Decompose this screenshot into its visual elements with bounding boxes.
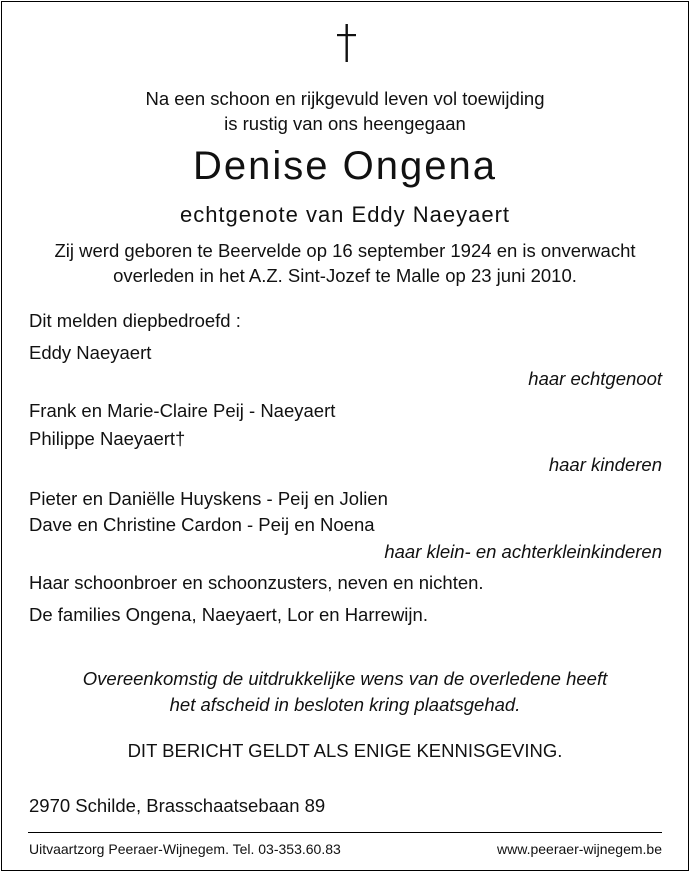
wish-line-2: het afscheid in besloten kring plaatsgehad. bbox=[169, 694, 521, 715]
wish-line-1: Overeenkomstig de uitdrukkelijke wens van de overledene heeft bbox=[82, 668, 608, 689]
website-link[interactable]: www.peeraer-wijnegem.be bbox=[497, 841, 662, 857]
family-line-1: Haar schoonbroer en schoonzusters, neven en nichten. bbox=[29, 572, 484, 593]
intro-line-2: is rustig van ons heengegaan bbox=[224, 113, 466, 134]
mourner-name: Dave en Christine Cardon - Peij en Noena bbox=[29, 514, 375, 535]
deceased-name: Denise Ongena bbox=[193, 144, 497, 188]
cross-icon bbox=[2, 20, 690, 64]
birth-line-2: overleden in het A.Z. Sint-Jozef te Malle op 23 juni 2010. bbox=[113, 265, 577, 286]
mourner-name: Frank en Marie-Claire Peij - Naeyaert bbox=[29, 400, 336, 421]
birth-line-1: Zij werd geboren te Beervelde op 16 september 1924 en is onverwacht bbox=[54, 240, 636, 261]
address-line: 2970 Schilde, Brasschaatsebaan 89 bbox=[29, 795, 326, 816]
funeral-home-line: Uitvaartzorg Peeraer-Wijnegem. Tel. 03-353.60.83 bbox=[29, 841, 341, 857]
notice-line: DIT BERICHT GELDT ALS ENIGE KENNISGEVING. bbox=[127, 740, 563, 761]
footer-divider bbox=[28, 832, 662, 833]
mourner-name: Pieter en Daniëlle Huyskens - Peij en Jolien bbox=[29, 488, 388, 509]
announce-line: Dit melden diepbedroefd : bbox=[29, 310, 241, 331]
spouse-line: echtgenote van Eddy Naeyaert bbox=[179, 202, 511, 227]
mourner-name: Philippe Naeyaert† bbox=[29, 428, 186, 449]
intro-line-1: Na een schoon en rijkgevuld leven vol toewijding bbox=[145, 88, 545, 109]
relation-label: haar kinderen bbox=[548, 454, 662, 475]
mourner-name: Eddy Naeyaert bbox=[29, 342, 152, 363]
obituary-card bbox=[1, 1, 689, 871]
family-line-2: De families Ongena, Naeyaert, Lor en Harrewijn. bbox=[29, 604, 428, 625]
relation-label: haar klein- en achterkleinkinderen bbox=[384, 541, 662, 562]
relation-label: haar echtgenoot bbox=[528, 368, 662, 389]
